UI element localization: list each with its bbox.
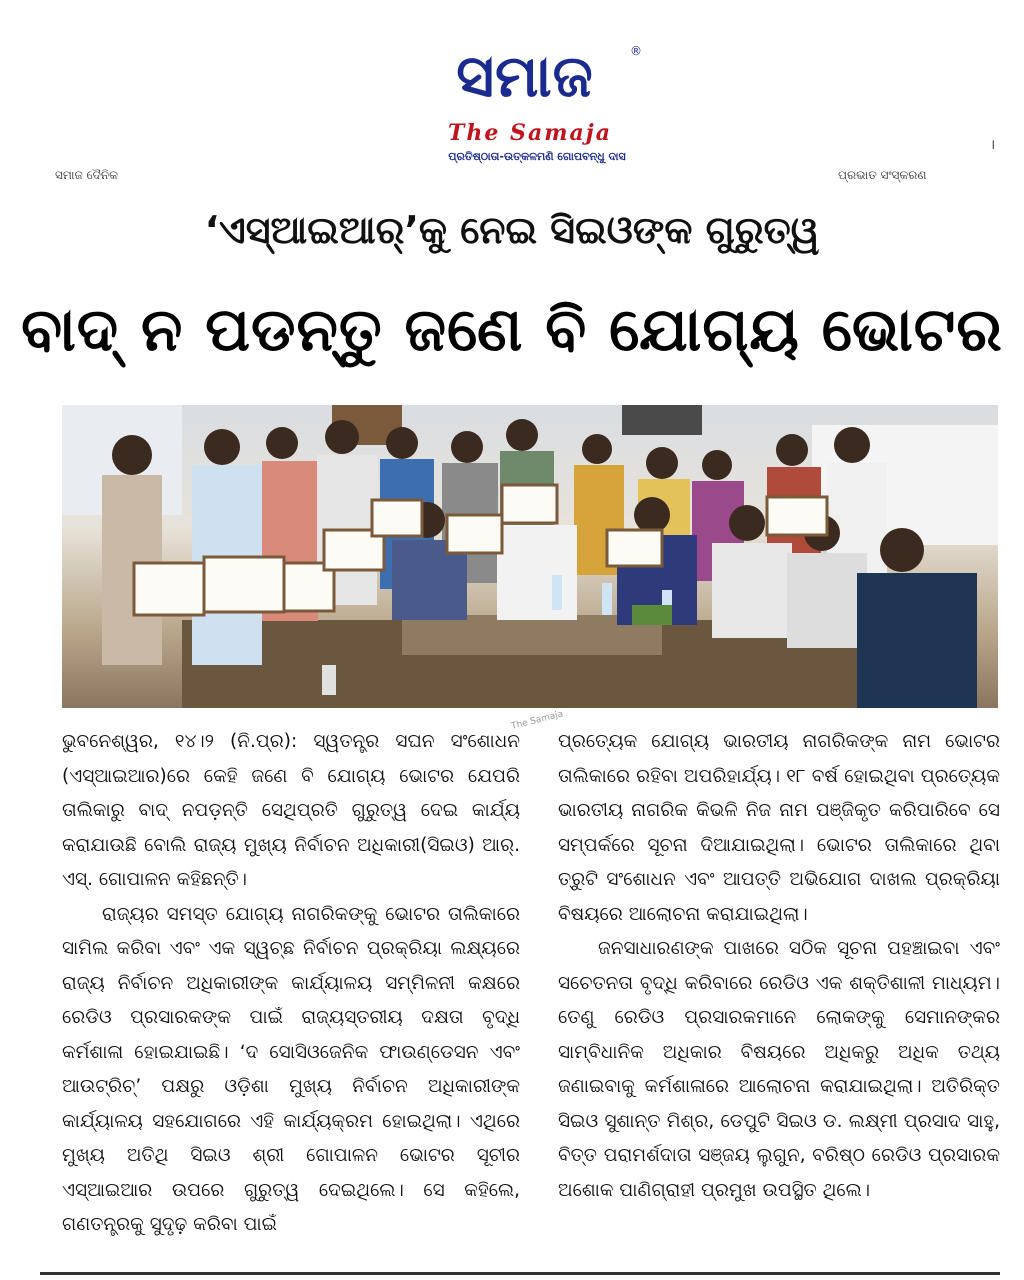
newspaper-logo bbox=[400, 38, 650, 173]
article-column-right bbox=[558, 725, 1000, 1208]
edition-right: ପ୍ରଭାତ ସଂସ୍କରଣ bbox=[838, 168, 927, 182]
left-paragraph-1: ଭୁବନେଶ୍ୱର, ୧୪।୨ (ନି.ପ୍ର): ସ୍ୱତନ୍ତ୍ର ସଘନ ସଂଶୋଧନ (ଏସ୍‌ଆଇଆର)ରେ କେହି ଜଣେ ବି ଯୋଗ୍ୟ ଭୋଟର ଯେପରି ତାଲିକାରୁ ବାଦ୍‌ ନପଡ଼ନ୍ତି ସେଥିପ୍ରତି ଗୁରୁତ୍ୱ ଦେଇ କାର୍ଯ୍ୟ କରାଯାଉଛି ବୋଲି ରାଜ୍ୟ ମୁଖ୍ୟ ନିର୍ବାଚନ ଅଧିକାରୀ(ସିଇଓ) ଆର୍‌. ଏସ୍‌. ଗୋପାଳନ କହିଛନ୍ତି। bbox=[62, 731, 520, 890]
masthead bbox=[0, 0, 1024, 182]
bottom-rule bbox=[40, 1272, 1000, 1275]
edition-left: ସମାଜ ଦୈନିକ bbox=[55, 168, 119, 182]
article-column-left bbox=[62, 725, 520, 1243]
article-kicker: ‘ଏସ୍‌ଆଇଆର୍‌’କୁ ନେଇ ସିଇଓଙ୍କ ଗୁରୁତ୍ୱ bbox=[204, 208, 820, 252]
logo-subtitle: The Samaja bbox=[448, 120, 612, 146]
logo-title: ସମାଜ bbox=[456, 42, 594, 110]
edge-mark: । bbox=[990, 137, 996, 153]
left-paragraph-2: ରାଜ୍ୟର ସମସ୍ତ ଯୋଗ୍ୟ ନାଗରିକଙ୍କୁ ଭୋଟର ତାଲିକାରେ ସାମିଲ କରିବା ଏବଂ ଏକ ସ୍ୱଚ୍ଛ ନିର୍ବାଚନ ପ୍ରକ୍ରିୟା ଲକ୍ଷ୍ୟରେ ରାଜ୍ୟ ନିର୍ବାଚନ ଅଧିକାରୀଙ୍କ କାର୍ଯ୍ୟାଳୟ ସମ୍ମିଳନୀ କକ୍ଷରେ ରେଡିଓ ପ୍ରସାରକଙ୍କ ପାଇଁ ରାଜ୍ୟସ୍ତରୀୟ ଦକ୍ଷତା ବୃଦ୍ଧି କର୍ମଶାଳା ହୋଇଯାଇଛି। ‘ଦ ସୋସିଓଜେନିକ ଫାଉଣ୍ଡେସନ ଏବଂ ଆଉଟ୍‌ରିଚ୍‌’ ପକ୍ଷରୁ ଓଡ଼ିଶା ମୁଖ୍ୟ ନିର୍ବାଚନ ଅଧିକାରୀଙ୍କ କାର୍ଯ୍ୟାଳୟ ସହଯୋଗରେ ଏହି କାର୍ଯ୍ୟକ୍ରମ ହୋଇଥିଲା। ଏଥିରେ ମୁଖ୍ୟ ଅତିଥି ସିଇଓ ଶ୍ରୀ ଗୋପାଳନ ଭୋଟର ସୂଚୀର ଏସ୍‌ଆଇଆର ଉପରେ ଗୁରୁତ୍ୱ ଦେଇଥିଲେ। ସେ କହିଲେ, ଗଣତନ୍ତ୍ରକୁ ସୁଦୃଢ଼ କରିବା ପାଇଁ bbox=[62, 903, 520, 1235]
wall-frame-2 bbox=[622, 405, 702, 435]
registered-mark: ® bbox=[630, 44, 642, 58]
photo-watermark: The Samaja bbox=[510, 709, 565, 732]
group-photo-illustration bbox=[62, 405, 998, 708]
right-paragraph-2: ଜନସାଧାରଣଙ୍କ ପାଖରେ ସଠିକ ସୂଚନା ପହଞ୍ଚାଇବା ଏବଂ ସଚେତନତା ବୃଦ୍ଧି କରିବାରେ ରେଡିଓ ଏକ ଶକ୍ତିଶାଳୀ ମାଧ୍ୟମ। ତେଣୁ ରେଡିଓ ପ୍ରସାରକମାନେ ଲୋକଙ୍କୁ ସେମାନଙ୍କର ସାମ୍ବିଧାନିକ ଅଧିକାର ବିଷୟରେ ଅଧିକରୁ ଅଧିକ ତଥ୍ୟ ଜଣାଇବାକୁ କର୍ମଶାଳାରେ ଆଲୋଚନା କରାଯାଇଥିଲା। ଅତିରିକ୍ତ ସିଇଓ ସୁଶାନ୍ତ ମିଶ୍ର, ଡେପୁଟି ସିଇଓ ଡ. ଲକ୍ଷ୍ମୀ ପ୍ରସାଦ ସାହୁ, ବିତ୍ତ ପରାମର୍ଶଦାତା ସଞ୍ଜୟ ଲୁଗୁନ, ବରିଷ୍ଠ ରେଡିଓ ପ୍ରସାରକ ଅଶୋକ ପାଣିଗ୍ରାହୀ ପ୍ରମୁଖ ଉପସ୍ଥିତ ଥିଲେ। bbox=[558, 938, 1000, 1201]
right-paragraph-1: ପ୍ରତ୍ୟେକ ଯୋଗ୍ୟ ଭାରତୀୟ ନାଗରିକଙ୍କ ନାମ ଭୋଟର ତାଲିକାରେ ରହିବା ଅପରିହାର୍ଯ୍ୟ। ୧୮ ବର୍ଷ ହୋଇଥିବା ପ୍ରତ୍ୟେକ ଭାରତୀୟ ନାଗରିକ କିଭଳି ନିଜ ନାମ ପଞ୍ଜିକୃତ କରିପାରିବେ ସେ ସମ୍ପର୍କରେ ସୂଚନା ଦିଆଯାଇଥିଲା। ଭୋଟର ତାଲିକାରେ ଥିବା ତ୍ରୁଟି ସଂଶୋଧନ ଏବଂ ଆପତ୍ତି ଅଭିଯୋଗ ଦାଖଲ ପ୍ରକ୍ରିୟା ବିଷୟରେ ଆଲୋଚନା କରାଯାଇଥିଲା। bbox=[558, 731, 1000, 925]
article-headline: ବାଦ୍‌ ନ ପଡନ୍ତୁ ଜଣେ ବି ଯୋଗ୍ୟ ଭୋଟର bbox=[21, 295, 1003, 365]
article-photo bbox=[62, 405, 998, 708]
logo-tagline: ପ୍ରତିଷ୍ଠାତା-ଉତ୍କଳମଣି ଗୋପବନ୍ଧୁ ଦାସ bbox=[448, 150, 626, 163]
